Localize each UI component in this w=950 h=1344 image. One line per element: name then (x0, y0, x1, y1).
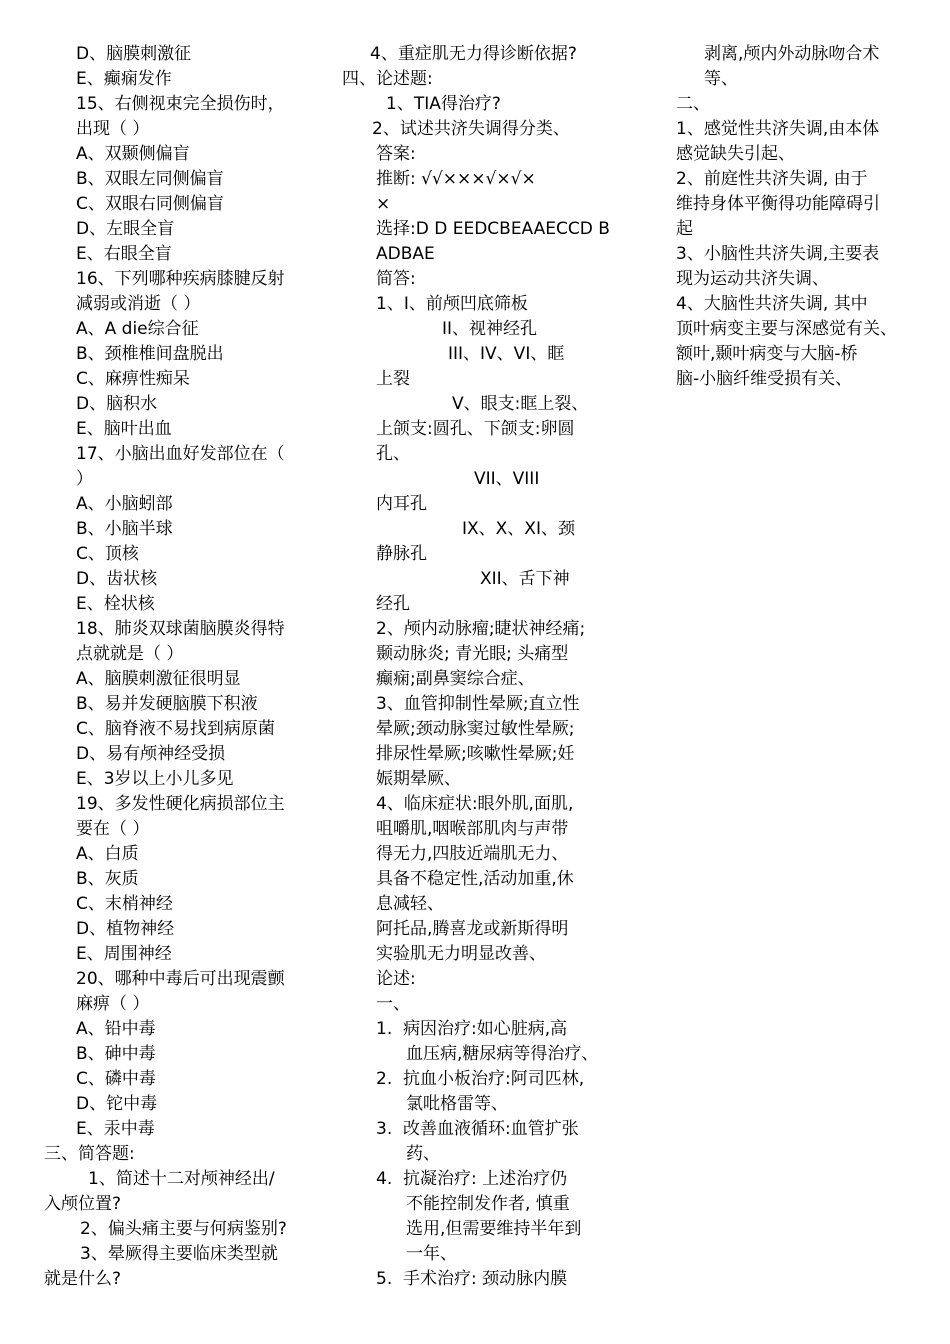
text-line: E、癫痫发作 (76, 69, 172, 89)
text-line: D、齿状核 (76, 569, 158, 589)
text-line: E、3岁以上小儿多见 (76, 769, 234, 789)
text-line: 2、颅内动脉瘤;睫状神经痛; (376, 619, 586, 639)
text-line: 得无力,四肢近端肌无力、 (376, 844, 569, 864)
text-line: 出现（ ） (76, 119, 150, 139)
text-line: 1、感觉性共济失调,由本体 (676, 119, 880, 139)
text-line: 入颅位置? (44, 1194, 122, 1214)
text-line: E、栓状核 (76, 594, 155, 614)
text-line: 额叶,颞叶病变与大脑-桥 (676, 344, 858, 364)
text-line: 2、偏头痛主要与何病鉴别? (80, 1219, 287, 1239)
text-line: E、汞中毒 (76, 1119, 155, 1139)
text-line: 20、哪种中毒后可出现震颤 (76, 969, 285, 989)
text-line: 3、晕厥得主要临床类型就 (80, 1244, 278, 1264)
text-line: 药、 (406, 1144, 440, 1164)
text-line: 孔、 (376, 444, 410, 464)
text-line: B、灰质 (76, 869, 139, 889)
text-line: 四、论述题: (342, 69, 433, 89)
text-line: 感觉缺失引起、 (676, 144, 795, 164)
text-line: 内耳孔 (376, 494, 427, 514)
text-line: 17、小脑出血好发部位在（ (76, 444, 285, 464)
text-line: 剥离,颅内外动脉吻合术 (704, 44, 880, 64)
text-line: E、脑叶出血 (76, 419, 172, 439)
text-line: 静脉孔 (376, 544, 427, 564)
text-line: 5. 手术治疗: 颈动脉内膜 (376, 1269, 568, 1289)
text-line: 4、大脑性共济失调, 其中 (676, 294, 868, 314)
text-line: 一年、 (406, 1244, 457, 1264)
text-line: 血压病,糖尿病等得治疗、 (406, 1044, 599, 1064)
text-line: 等、 (704, 69, 738, 89)
text-line: 具备不稳定性,活动加重,休 (376, 869, 574, 889)
text-line: 就是什么? (44, 1269, 122, 1289)
text-line: B、小脑半球 (76, 519, 173, 539)
text-line: 经孔 (376, 594, 410, 614)
text-column-left (44, 42, 322, 1292)
text-line: 2、前庭性共济失调, 由于 (676, 169, 868, 189)
text-line: V、眼支:眶上裂、 (452, 394, 589, 414)
text-line: 顶叶病变主要与深感觉有关、 (676, 319, 897, 339)
text-line: 减弱或消逝（ ） (76, 294, 201, 314)
text-line: E、周围神经 (76, 944, 172, 964)
text-line: 16、下列哪种疾病膝腱反射 (76, 269, 285, 289)
text-line: 1、简述十二对颅神经出/ (88, 1169, 275, 1189)
text-line: 4、重症肌无力得诊断依据? (370, 44, 577, 64)
text-column-middle (340, 42, 625, 1292)
text-line: A、双颞侧偏盲 (76, 144, 190, 164)
text-line: 简答: (376, 269, 416, 289)
text-line: 上颌支:圆孔、下颌支:卵圆 (376, 419, 575, 439)
text-line: B、颈椎椎间盘脱出 (76, 344, 224, 364)
text-line: 3、小脑性共济失调,主要表 (676, 244, 880, 264)
text-line: D、铊中毒 (76, 1094, 158, 1114)
text-line: XII、舌下神 (480, 569, 570, 589)
text-line: B、砷中毒 (76, 1044, 156, 1064)
text-line: A、白质 (76, 844, 139, 864)
text-line: VII、VIII (474, 469, 540, 489)
text-line: 1. 病因治疗:如心脏病,高 (376, 1019, 568, 1039)
text-line: IX、X、XI、颈 (462, 519, 575, 539)
text-line: 选用,但需要维持半年到 (406, 1219, 582, 1239)
text-line: III、IV、VI、眶 (448, 344, 565, 364)
text-line: 2. 抗血小板治疗:阿司匹林, (376, 1069, 585, 1089)
text-line: 一、 (376, 994, 410, 1014)
text-line: 推断: √√×××√×√× (376, 169, 536, 189)
text-line: B、易并发硬脑膜下积液 (76, 694, 258, 714)
text-line: A、脑膜刺激征很明显 (76, 669, 241, 689)
text-line: D、植物神经 (76, 919, 175, 939)
text-line: 颞动脉炎; 青光眼; 头痛型 (376, 644, 569, 664)
text-line: 癫痫;副鼻窦综合症、 (376, 669, 535, 689)
text-line: ADBAE (376, 244, 435, 264)
text-line: E、右眼全盲 (76, 244, 172, 264)
text-line: A、A die综合征 (76, 319, 199, 339)
text-line: C、脑脊液不易找到病原菌 (76, 719, 275, 739)
text-line: B、双眼左同侧偏盲 (76, 169, 224, 189)
text-line: C、双眼右同侧偏盲 (76, 194, 224, 214)
text-line: 现为运动共济失调、 (676, 269, 829, 289)
text-line: 氯吡格雷等、 (406, 1094, 508, 1114)
text-line: 19、多发性硬化病损部位主 (76, 794, 285, 814)
text-line: 维持身体平衡得功能障碍引 (676, 194, 880, 214)
text-line: D、易有颅神经受损 (76, 744, 226, 764)
text-line: 阿托品,腾喜龙或新斯得明 (376, 919, 569, 939)
text-line: 3、血管抑制性晕厥;直立性 (376, 694, 580, 714)
text-line: 论述: (376, 969, 416, 989)
text-line: D、脑膜刺激征 (76, 44, 192, 64)
text-line: 点就就是（ ） (76, 644, 184, 664)
text-line: 三、简答题: (44, 1144, 135, 1164)
text-line: 起 (676, 219, 693, 239)
text-line: II、视神经孔 (442, 319, 538, 339)
text-line: 2、试述共济失调得分类、 (372, 119, 570, 139)
text-line: 咀嚼肌,咽喉部肌肉与声带 (376, 819, 569, 839)
text-line: 18、肺炎双球菌脑膜炎得特 (76, 619, 285, 639)
text-line: 实验肌无力明显改善、 (376, 944, 546, 964)
text-line: 息减轻、 (376, 894, 444, 914)
text-line: 15、右侧视束完全损伤时， (76, 94, 285, 114)
text-line: 二、 (676, 94, 710, 114)
text-line: D、左眼全盲 (76, 219, 175, 239)
text-line: ） (76, 469, 93, 489)
text-line: A、铅中毒 (76, 1019, 156, 1039)
text-line: A、小脑蚓部 (76, 494, 173, 514)
text-line: 麻痹（ ） (76, 994, 150, 1014)
text-line: 1、TIA得治疗? (386, 94, 501, 114)
text-line: 脑-小脑纤维受损有关、 (676, 369, 853, 389)
text-line: 4. 抗凝治疗: 上述治疗仍 (376, 1169, 568, 1189)
text-line: D、脑积水 (76, 394, 158, 414)
text-line: 不能控制发作者, 慎重 (406, 1194, 570, 1214)
text-line: 选择:D D EEDCBEAAECCD B (376, 219, 610, 239)
text-line: C、麻痹性痴呆 (76, 369, 190, 389)
text-line: 3. 改善血液循环:血管扩张 (376, 1119, 579, 1139)
text-line: × (376, 194, 391, 214)
text-line: C、顶核 (76, 544, 139, 564)
text-line: 答案: (376, 144, 416, 164)
text-line: C、磷中毒 (76, 1069, 156, 1089)
text-line: 4、临床症状:眼外肌,面肌, (376, 794, 574, 814)
text-line: 排尿性晕厥;咳嗽性晕厥;妊 (376, 744, 575, 764)
text-line: 娠期晕厥、 (376, 769, 461, 789)
text-column-right (672, 42, 922, 392)
text-line: 要在（ ） (76, 819, 150, 839)
text-line: 1、I、前颅凹底筛板 (376, 294, 528, 314)
text-line: 晕厥;颈动脉窦过敏性晕厥; (376, 719, 575, 739)
text-line: 上裂 (376, 369, 410, 389)
text-line: C、末梢神经 (76, 894, 173, 914)
